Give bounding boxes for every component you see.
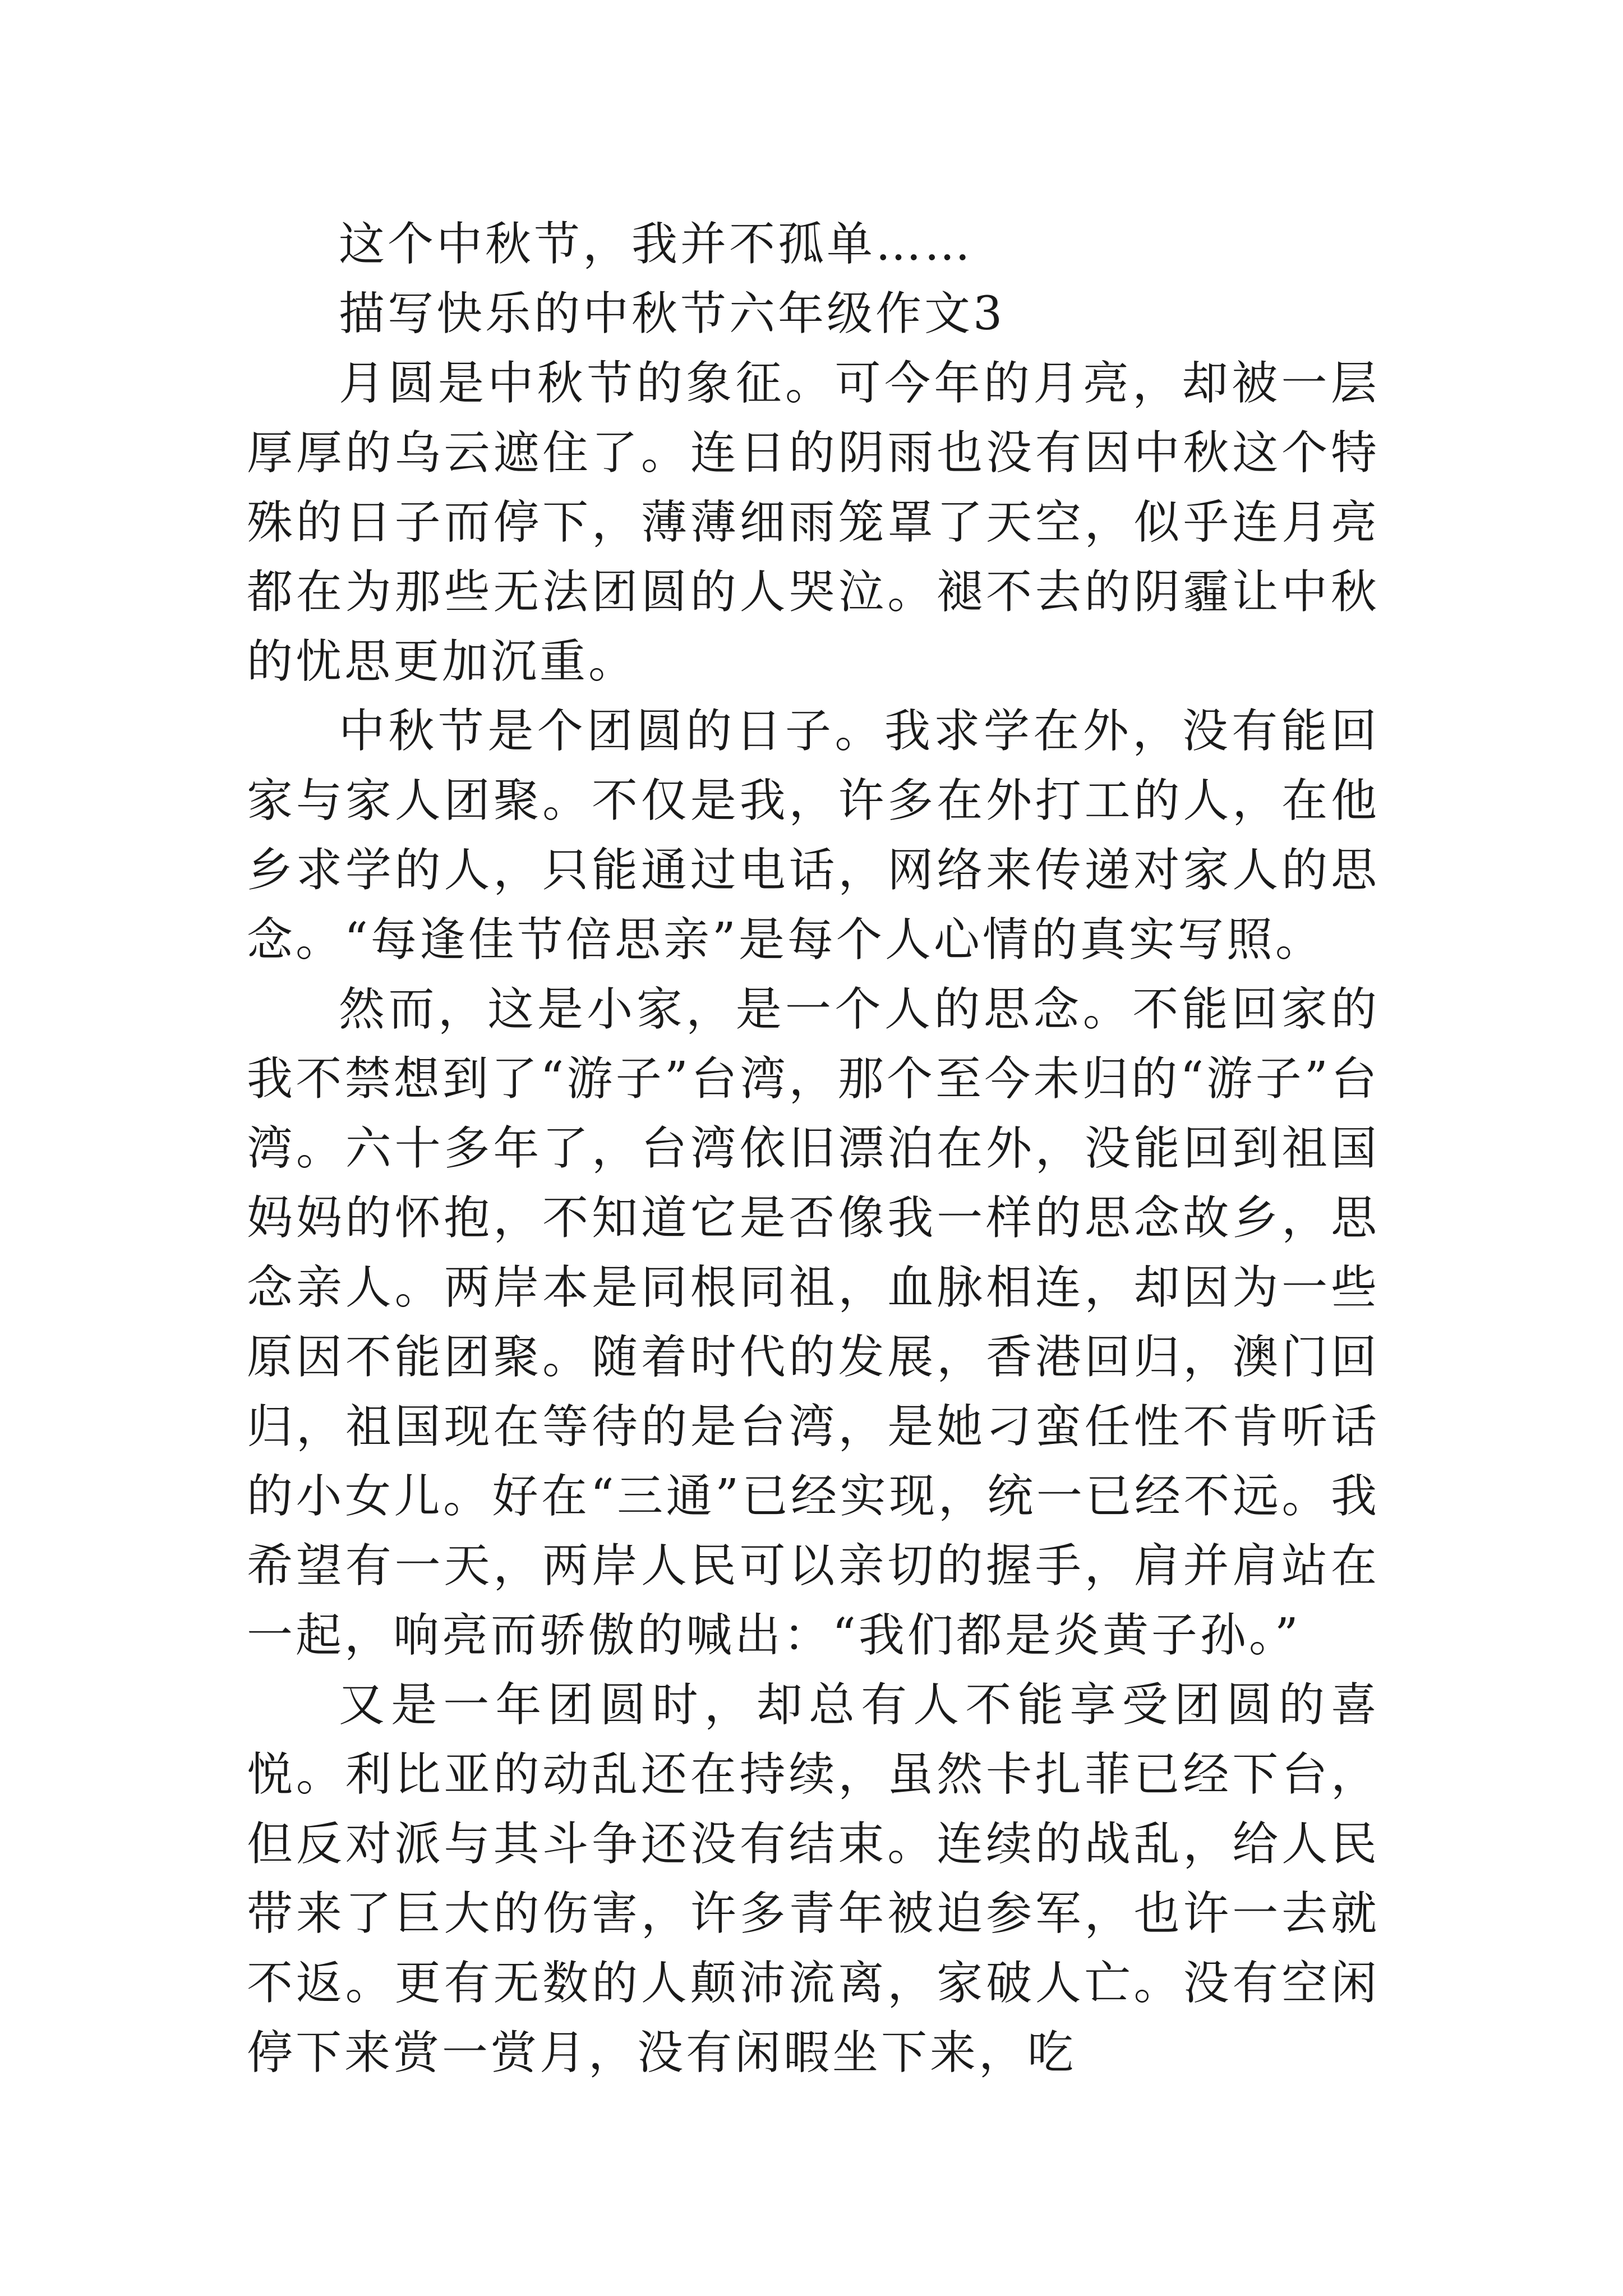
document-body [247, 210, 1380, 2088]
paragraph-moon: 月圆是中秋节的象征。可今年的月亮，却被一层厚厚的乌云遮住了。连日的阴雨也没有因中秋这个特殊的日子而停下，薄薄细雨笼罩了天空，似乎连月亮都在为那些无法团圆的人哭泣。褪不去的阴霾让中秋的忧思更加沉重。 [247, 357, 1380, 688]
paragraph-reunion: 中秋节是个团圆的日子。我求学在外，没有能回家与家人团聚。不仅是我，许多在外打工的人，在他乡求学的人，只能通过电话，网络来传递对家人的思念。“每逢佳节倍思亲”是每个人心情的真实写照。 [247, 705, 1380, 967]
paragraph-closing-line: 这个中秋节，我并不孤单…… [339, 218, 974, 271]
paragraph-libya: 又是一年团圆时，却总有人不能享受团圆的喜悦。利比亚的动乱还在持续，虽然卡扎菲已经下台，但反对派与其斗争还没有结束。连续的战乱，给人民带来了巨大的伤害，许多青年被迫参军，也许一去就不返。更有无数的人颠沛流离，家破人亡。没有空闲停下来赏一赏月，没有闲暇坐下来，吃 [247, 1678, 1380, 2079]
paragraph-taiwan: 然而，这是小家，是一个人的思念。不能回家的我不禁想到了“游子”台湾，那个至今未归的“游子”台湾。六十多年了，台湾依旧漂泊在外，没能回到祖国妈妈的怀抱，不知道它是否像我一样的思念故乡，思念亲人。两岸本是同根同祖，血脉相连，却因为一些原因不能团聚。随着时代的发展，香港回归，澳门回归，祖国现在等待的是台湾，是她刁蛮任性不肯听话的小女儿。好在“三通”已经实现，统一已经不远。我希望有一天，两岸人民可以亲切的握手，肩并肩站在一起，响亮而骄傲的喊出：“我们都是炎黄子孙。” [247, 983, 1380, 1662]
essay-title: 描写快乐的中秋节六年级作文3 [339, 287, 1006, 341]
